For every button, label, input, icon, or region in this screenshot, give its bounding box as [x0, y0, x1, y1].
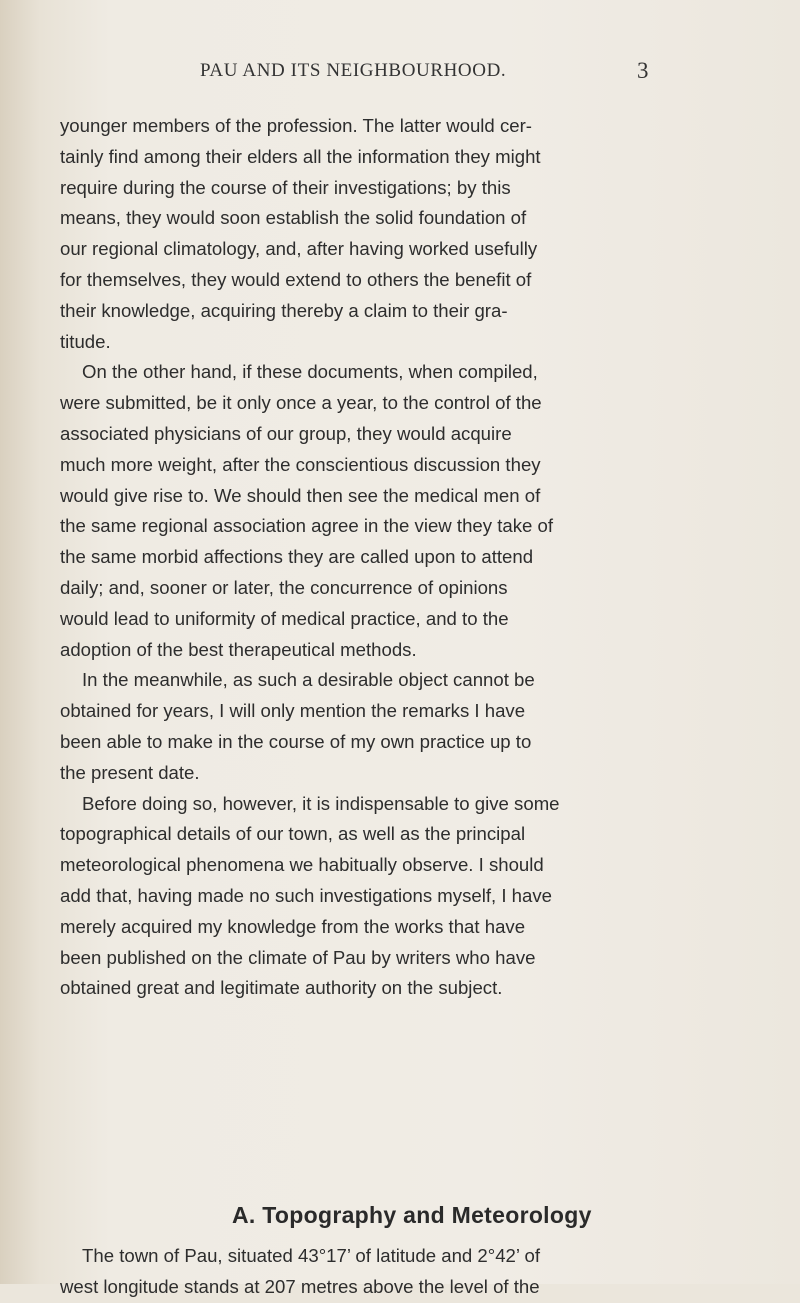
running-title: PAU AND ITS NEIGHBOURHOOD.: [200, 60, 507, 81]
text-line: On the other hand, if these documents, when compiled,: [82, 361, 538, 383]
text-line: the same morbid affections they are called upon to attend: [60, 546, 534, 568]
text-line: for themselves, they would extend to others the benefit of: [60, 268, 532, 290]
text-line: our regional climatology, and, after having worked usefully: [60, 238, 538, 260]
text-line: add that, having made no such investigations myself, I have: [60, 884, 552, 906]
text-line: the present date.: [60, 761, 200, 783]
text-line: merely acquired my knowledge from the works that have: [60, 915, 526, 937]
text-line: would lead to uniformity of medical practice, and to the: [60, 607, 509, 629]
section-heading: A. Topography and Meteorology: [232, 1202, 592, 1228]
paragraph-4: [60, 789, 690, 1005]
body-text: [60, 111, 690, 1004]
text-line: In the meanwhile, as such a desirable object cannot be: [82, 669, 535, 691]
text-line: daily; and, sooner or later, the concurrence of opinions: [60, 576, 508, 598]
text-line: the same regional association agree in the view they take of: [60, 515, 554, 537]
paragraph-1: [60, 111, 690, 357]
text-line: Before doing so, however, it is indispensable to give some: [82, 792, 560, 814]
text-line: tainly find among their elders all the information they might: [60, 145, 541, 167]
text-line: would give rise to. We should then see the medical men of: [60, 484, 541, 506]
text-line: The town of Pau, situated 43°17’ of latitude and 2°42’ of: [82, 1245, 540, 1266]
section-body: [60, 1241, 690, 1303]
text-line: their knowledge, acquiring thereby a claim to their gra-: [60, 299, 508, 321]
text-line: obtained for years, I will only mention the remarks I have: [60, 700, 526, 722]
text-line: obtained great and legitimate authority on the subject.: [60, 977, 503, 999]
text-line: much more weight, after the conscientious discussion they: [60, 453, 541, 475]
text-line: adoption of the best therapeutical methods.: [60, 638, 417, 660]
text-line: associated physicians of our group, they would acquire: [60, 422, 512, 444]
page-number: 3: [637, 58, 649, 83]
text-line: west longitude stands at 207 metres above the level of the: [60, 1275, 540, 1297]
text-line: meteorological phenomena we habitually observe. I should: [60, 854, 544, 876]
paragraph-3: [60, 665, 690, 788]
paragraph-2: [60, 357, 690, 665]
text-line: titude.: [60, 330, 111, 352]
text-line: been able to make in the course of my own practice up to: [60, 730, 532, 752]
text-line: were submitted, be it only once a year, to the control of the: [60, 392, 542, 414]
page-header: [0, 58, 800, 88]
text-line: been published on the climate of Pau by writers who have: [60, 946, 536, 968]
text-line: topographical details of our town, as well as the principal: [60, 823, 526, 845]
text-line: require during the course of their investigations; by this: [60, 176, 511, 198]
text-line: means, they would soon establish the solid foundation of: [60, 207, 527, 229]
text-line: younger members of the profession. The latter would cer-: [60, 115, 532, 136]
